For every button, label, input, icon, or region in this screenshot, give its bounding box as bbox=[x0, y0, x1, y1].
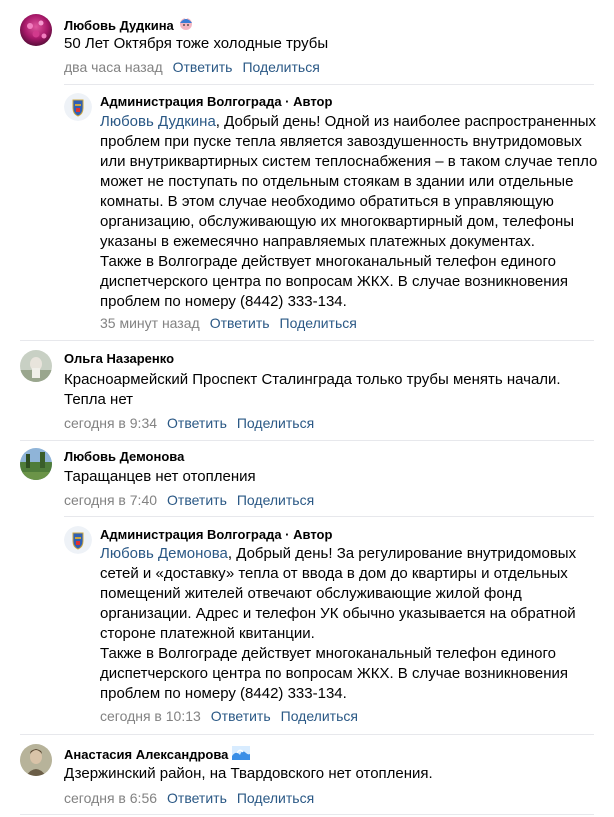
comment-author[interactable]: Администрация Волгограда · Автор bbox=[100, 94, 333, 109]
divider bbox=[64, 84, 594, 85]
comment-text: 50 Лет Октября тоже холодные трубы bbox=[64, 35, 329, 52]
share-button[interactable]: Поделиться bbox=[279, 315, 357, 331]
comment-author[interactable]: Администрация Волгограда · Автор bbox=[100, 527, 333, 542]
comment-meta bbox=[100, 707, 358, 725]
wave-emoji-icon bbox=[232, 746, 250, 763]
comment-text: Любовь Дудкина, Добрый день! Одной из наиболее распространенных проблем при пуске тепла является завоздушенность внутридомовых или внутриквартирных систем теплоснабжения – в таком случае тепло может не поступать по отдельным стоякам в здании или отдельные комнаты. В этом случае необходимо обратиться в управляющую организацию, обслуживающую их многоквартирный дом, телефоны указаны в ежемесячно направляемых платежных документах. Также в Волгограде действует многоканальный телефон единого диспетчерского центра по вопросам ЖКХ. В случае возникновения проблем по номеру (8442) 333-134. bbox=[100, 113, 598, 310]
comment-author[interactable]: Анастасия Александрова bbox=[64, 746, 250, 763]
comment-meta bbox=[100, 314, 357, 332]
reply-button[interactable]: Ответить bbox=[167, 492, 227, 508]
comment-meta bbox=[64, 491, 314, 509]
divider bbox=[20, 814, 594, 815]
comment-time[interactable]: 35 минут назад bbox=[100, 315, 200, 331]
comment-text: Любовь Демонова, Добрый день! За регулирование внутридомовых сетей и «доставку» тепла от ввода в дом до квартиры и отдельных помещений жителей отвечают обслуживающие жилой фонд организации. Адрес и телефон УК обычно указывается на обратной стороне платежной квитанции. Также в Волгограде действует многоканальный телефон единого диспетчерского центра по вопросам ЖКХ. В случае возникновения проблем по номеру (8442) 333-134. bbox=[100, 545, 577, 702]
divider bbox=[64, 516, 594, 517]
share-button[interactable]: Поделиться bbox=[236, 492, 315, 508]
share-button[interactable]: Поделиться bbox=[236, 415, 315, 431]
divider bbox=[20, 440, 594, 441]
comment-text: Красноармейский Проспект Сталинграда только трубы менять начали. Тепла нет bbox=[64, 371, 561, 408]
comment-author[interactable]: Любовь Дудкина bbox=[64, 15, 194, 34]
comment-time[interactable]: сегодня в 9:34 bbox=[64, 415, 158, 431]
share-button[interactable]: Поделиться bbox=[280, 708, 358, 724]
avatar-administration-volgograd[interactable] bbox=[64, 93, 92, 121]
hat-emoji-icon bbox=[178, 15, 194, 34]
avatar-lyubov-demonova[interactable] bbox=[20, 448, 52, 480]
reply-button[interactable]: Ответить bbox=[167, 415, 227, 431]
comment-time[interactable]: два часа назад bbox=[64, 59, 163, 75]
comment-time[interactable]: сегодня в 10:13 bbox=[100, 708, 201, 724]
comment-time[interactable]: сегодня в 6:56 bbox=[64, 790, 158, 806]
share-button[interactable]: Поделиться bbox=[236, 790, 315, 806]
reply-button[interactable]: Ответить bbox=[167, 790, 227, 806]
comment-text: Таращанцев нет отопления bbox=[64, 468, 256, 485]
comment-time[interactable]: сегодня в 7:40 bbox=[64, 492, 158, 508]
reply-button[interactable]: Ответить bbox=[172, 59, 233, 75]
mention-link[interactable]: Любовь Дудкина bbox=[100, 113, 216, 130]
share-button[interactable]: Поделиться bbox=[242, 59, 320, 75]
reply-button[interactable]: Ответить bbox=[210, 708, 271, 724]
comment-meta bbox=[64, 414, 314, 432]
comment-author[interactable]: Любовь Демонова bbox=[64, 449, 185, 464]
divider bbox=[20, 340, 594, 341]
divider bbox=[20, 734, 594, 735]
mention-link[interactable]: Любовь Демонова bbox=[100, 545, 228, 562]
comment-author[interactable]: Ольга Назаренко bbox=[64, 351, 175, 366]
comment-meta bbox=[64, 58, 320, 76]
avatar-anastasia-aleksandrova[interactable] bbox=[20, 744, 52, 776]
avatar-lyubov-dudkina[interactable] bbox=[20, 14, 52, 46]
comment-meta bbox=[64, 789, 314, 807]
reply-button[interactable]: Ответить bbox=[209, 315, 270, 331]
comment-text: Дзержинский район, на Твардовского нет отопления. bbox=[64, 765, 433, 782]
avatar-olga-nazarenko[interactable] bbox=[20, 350, 52, 382]
avatar-administration-volgograd[interactable] bbox=[64, 526, 92, 554]
